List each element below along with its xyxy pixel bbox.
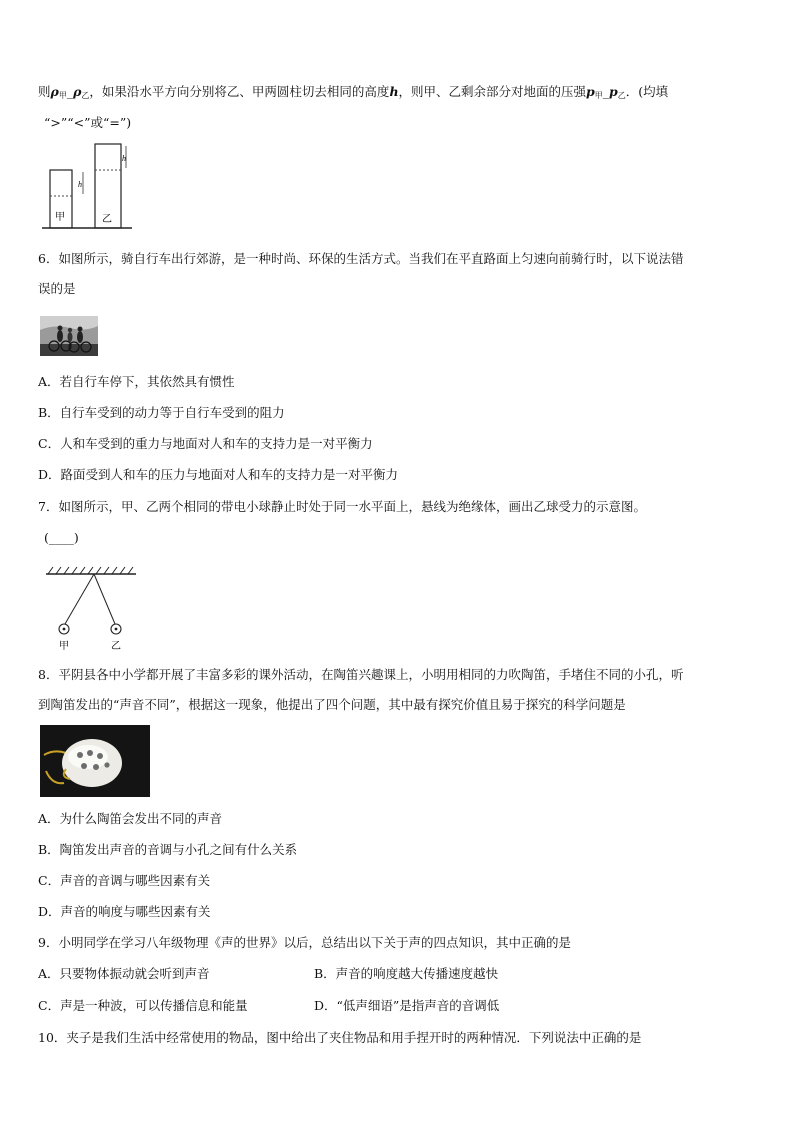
- q7-stem: 7．如图所示，甲、乙两个相同的带电小球静止时处于同一水平面上，悬线为绝缘体，画出乙球受力的示意图。: [38, 499, 646, 514]
- q6-stem-line-1: 6．如图所示，骑自行车出行郊游，是一种时尚、环保的生活方式。当我们在平直路面上匀速向前骑行时，以下说法错: [38, 251, 684, 266]
- q6-stem-line-2: 误的是: [38, 281, 76, 296]
- ocarina-photo: [40, 725, 150, 797]
- q8-option-d: D．声音的响度与哪些因素有关: [38, 904, 211, 919]
- q9-stem: 9．小明同学在学习八年级物理《声的世界》以后，总结出以下关于声的四点知识，其中正确的是: [38, 935, 571, 950]
- q10-stem: 10．夹子是我们生活中经常使用的物品，图中给出了夹住物品和用手捏开时的两种情况．下列说法中正确的是: [38, 1030, 642, 1045]
- q5-text: 则: [38, 84, 51, 99]
- q9-option-a: A．只要物体振动就会听到声音: [38, 966, 210, 981]
- q5-text: ，如果沿水平方向分别将乙、甲两圆柱切去相同的高度: [89, 84, 390, 99]
- q8-stem-line-1: 8．平阴县各中小学都开展了丰富多彩的课外活动，在陶笛兴趣课上，小明用相同的力吹陶笛，手堵住不同的小孔，听: [38, 667, 684, 682]
- subscript: 甲: [58, 91, 67, 100]
- ball-a-label: 甲: [59, 641, 69, 652]
- q6-option-a: A．若自行车停下，其依然具有惯性: [38, 374, 235, 389]
- subscript: 甲: [594, 91, 603, 100]
- q9-option-c: C．声是一种波，可以传播信息和能量: [38, 998, 248, 1013]
- subscript: 乙: [81, 91, 90, 100]
- rho-symbol: ρ: [73, 84, 82, 99]
- p-symbol: p: [586, 84, 595, 99]
- q6-option-b: B．自行车受到的动力等于自行车受到的阻力: [38, 405, 285, 420]
- q7-answer-blank: (____): [44, 530, 79, 545]
- p-symbol: p: [609, 84, 618, 99]
- thread-b: [94, 574, 115, 624]
- q5-line-1: [38, 84, 668, 104]
- q5-line-2: “>”“<”或“=”): [44, 115, 132, 130]
- q8-option-b: B．陶笛发出声音的音调与小孔之间有什么关系: [38, 842, 298, 857]
- cyclists-photo: [40, 316, 98, 356]
- q6-option-d: D．路面受到人和车的压力与地面对人和车的支持力是一对平衡力: [38, 467, 399, 482]
- cylinder-a-label: 甲: [55, 212, 65, 223]
- cylinder-b-label: 乙: [102, 214, 112, 225]
- thread-a: [65, 574, 94, 624]
- height-label-b: h: [122, 154, 126, 163]
- q5-text: ，则甲、乙剩余部分对地面的压强: [398, 84, 587, 99]
- cylinder-figure: [38, 140, 136, 236]
- pendulum-figure: [38, 562, 140, 654]
- q6-option-c: C．人和车受到的重力与地面对人和车的支持力是一对平衡力: [38, 436, 373, 451]
- answer-blank: _: [602, 84, 610, 99]
- q8-option-c: C．声音的音调与哪些因素有关: [38, 873, 211, 888]
- ball-b-label: 乙: [111, 641, 121, 652]
- q8-stem-line-2: 到陶笛发出的“声音不同”，根据这一现象，他提出了四个问题，其中最有探究价值且易于探究的科学问题是: [38, 697, 626, 712]
- q9-option-b: B．声音的响度越大传播速度越快: [314, 966, 499, 981]
- q8-option-a: A．为什么陶笛会发出不同的声音: [38, 811, 223, 826]
- q9-option-d: D．“低声细语”是指声音的音调低: [314, 998, 500, 1013]
- height-label-a: h: [78, 180, 82, 189]
- rho-symbol: ρ: [50, 84, 59, 99]
- q5-text: ．(均填: [625, 84, 669, 99]
- answer-blank: _: [66, 84, 74, 99]
- h-symbol: h: [389, 84, 399, 99]
- subscript: 乙: [617, 91, 626, 100]
